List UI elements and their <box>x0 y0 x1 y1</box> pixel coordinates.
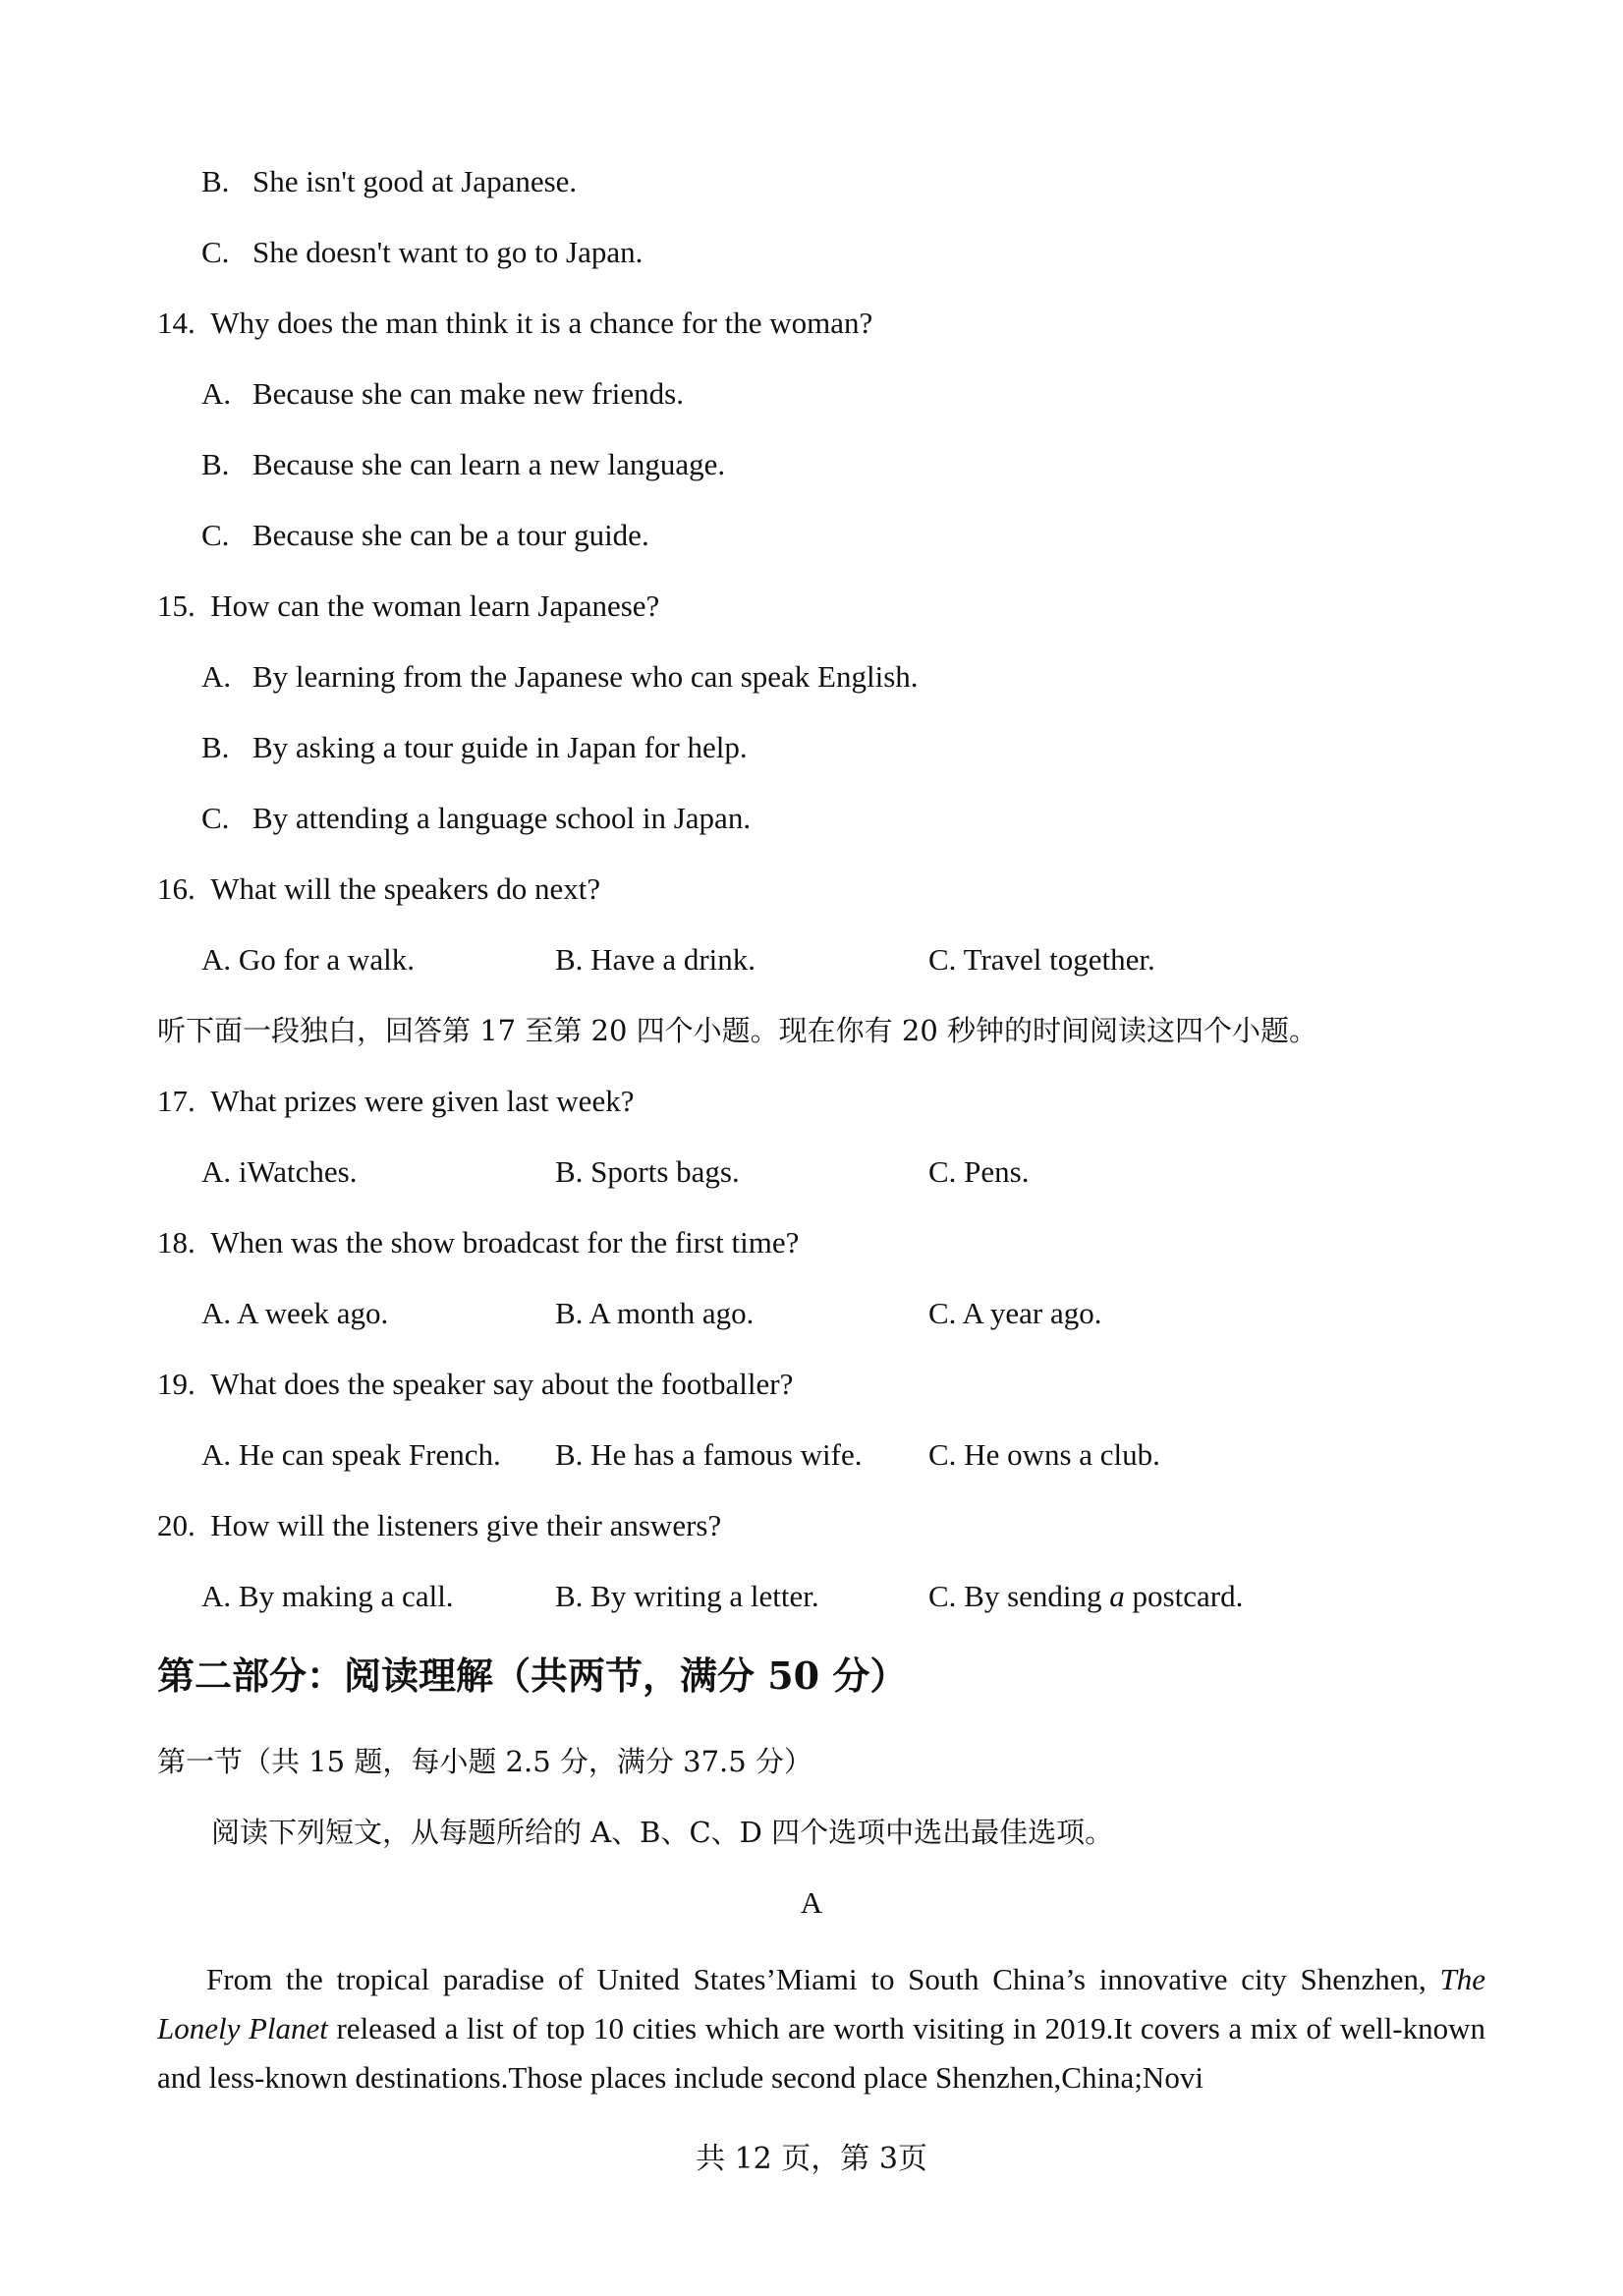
option-13-c <box>201 233 643 272</box>
option-label: B. <box>201 447 230 481</box>
question-19 <box>157 1365 793 1404</box>
option-a: A. Go for a walk. <box>201 942 415 977</box>
option-c: C. He owns a club. <box>928 1437 1160 1472</box>
question-15 <box>157 587 659 626</box>
passage-part1: From the tropical paradise of United States’Miami to South China’s innovative city Shenzhen, <box>206 1962 1427 1996</box>
option-b: B. A month ago. <box>555 1296 755 1330</box>
question-number: 19. <box>157 1367 196 1401</box>
option-text: By learning from the Japanese who can speak English. <box>252 659 919 694</box>
option-b: B. He has a famous wife. <box>555 1437 863 1472</box>
option-14-c <box>201 516 649 555</box>
book-title: The Lonely Planet <box>157 1962 1485 2045</box>
option-c-article: a <box>1109 1579 1125 1613</box>
option-14-a <box>201 374 684 414</box>
option-label: A. <box>201 659 232 694</box>
option-text: By asking a tour guide in Japan for help. <box>252 730 748 764</box>
option-a: A. By making a call. <box>201 1579 454 1613</box>
option-text: Because she can make new friends. <box>252 376 684 411</box>
question-number: 17. <box>157 1084 196 1118</box>
passage-label: A <box>800 1885 823 1920</box>
option-b: B. By writing a letter. <box>555 1579 819 1613</box>
option-label: C. <box>201 518 230 552</box>
question-number: 15. <box>157 588 196 623</box>
option-a: A. A week ago. <box>201 1296 389 1330</box>
option-text: She isn't good at Japanese. <box>252 164 578 198</box>
option-label: C. <box>201 235 230 269</box>
question-text: Why does the man think it is a chance for the woman? <box>210 306 873 340</box>
question-17 <box>157 1082 634 1121</box>
question-text: When was the show broadcast for the first time? <box>210 1225 800 1260</box>
option-text: Because she can be a tour guide. <box>252 518 649 552</box>
passage-text <box>157 1955 1485 2102</box>
question-number: 20. <box>157 1508 196 1542</box>
option-a: A. iWatches. <box>201 1154 358 1189</box>
question-20 <box>157 1506 721 1545</box>
option-text: She doesn't want to go to Japan. <box>252 235 644 269</box>
option-b: B. Have a drink. <box>555 942 756 977</box>
option-c <box>928 1577 1243 1616</box>
passage-part2: released a list of top 10 cities which are worth visiting in 2019.It covers a mix of well-known and less-known destinations.Those places include second place Shenzhen,China;Novi <box>157 2011 1486 2095</box>
question-text: What prizes were given last week? <box>210 1084 635 1118</box>
question-number: 18. <box>157 1225 196 1260</box>
option-label: B. <box>201 730 230 764</box>
question-18 <box>157 1223 799 1262</box>
question-16 <box>157 869 600 909</box>
section1-title: 第一节（共 15 题，每小题 2.5 分，满分 37.5 分） <box>157 1745 812 1778</box>
option-c-text: C. By sending <box>928 1579 1102 1613</box>
option-label: C. <box>201 801 230 835</box>
option-15-a <box>201 657 919 697</box>
option-a: A. He can speak French. <box>201 1437 501 1472</box>
question-text: How can the woman learn Japanese? <box>210 588 660 623</box>
part2-title: 第二部分：阅读理解（共两节，满分 50 分） <box>157 1653 908 1698</box>
option-label: A. <box>201 376 232 411</box>
option-15-b <box>201 728 748 767</box>
option-c: C. Pens. <box>928 1154 1030 1189</box>
option-label: B. <box>201 164 230 198</box>
option-13-b <box>201 162 577 201</box>
option-c: C. Travel together. <box>928 942 1155 977</box>
option-text: By attending a language school in Japan. <box>252 801 752 835</box>
option-c: C. A year ago. <box>928 1296 1102 1330</box>
option-b: B. Sports bags. <box>555 1154 740 1189</box>
section1-instruction: 阅读下列短文，从每题所给的 A、B、C、D 四个选项中选出最佳选项。 <box>211 1816 1114 1849</box>
question-number: 16. <box>157 871 196 906</box>
option-14-b <box>201 445 725 484</box>
option-15-c <box>201 799 751 838</box>
question-14 <box>157 304 872 343</box>
question-text: How will the listeners give their answers? <box>210 1508 722 1542</box>
option-text: Because she can learn a new language. <box>252 447 726 481</box>
option-c-tail: postcard. <box>1132 1579 1244 1613</box>
question-text: What will the speakers do next? <box>210 871 601 906</box>
question-text: What does the speaker say about the footballer? <box>210 1367 794 1401</box>
question-number: 14. <box>157 306 196 340</box>
page-footer: 共 12 页，第 3页 <box>696 2142 927 2176</box>
monologue-instruction: 听下面一段独白，回答第 17 至第 20 四个小题。现在你有 20 秒钟的时间阅读这四个小题。 <box>157 1014 1318 1047</box>
